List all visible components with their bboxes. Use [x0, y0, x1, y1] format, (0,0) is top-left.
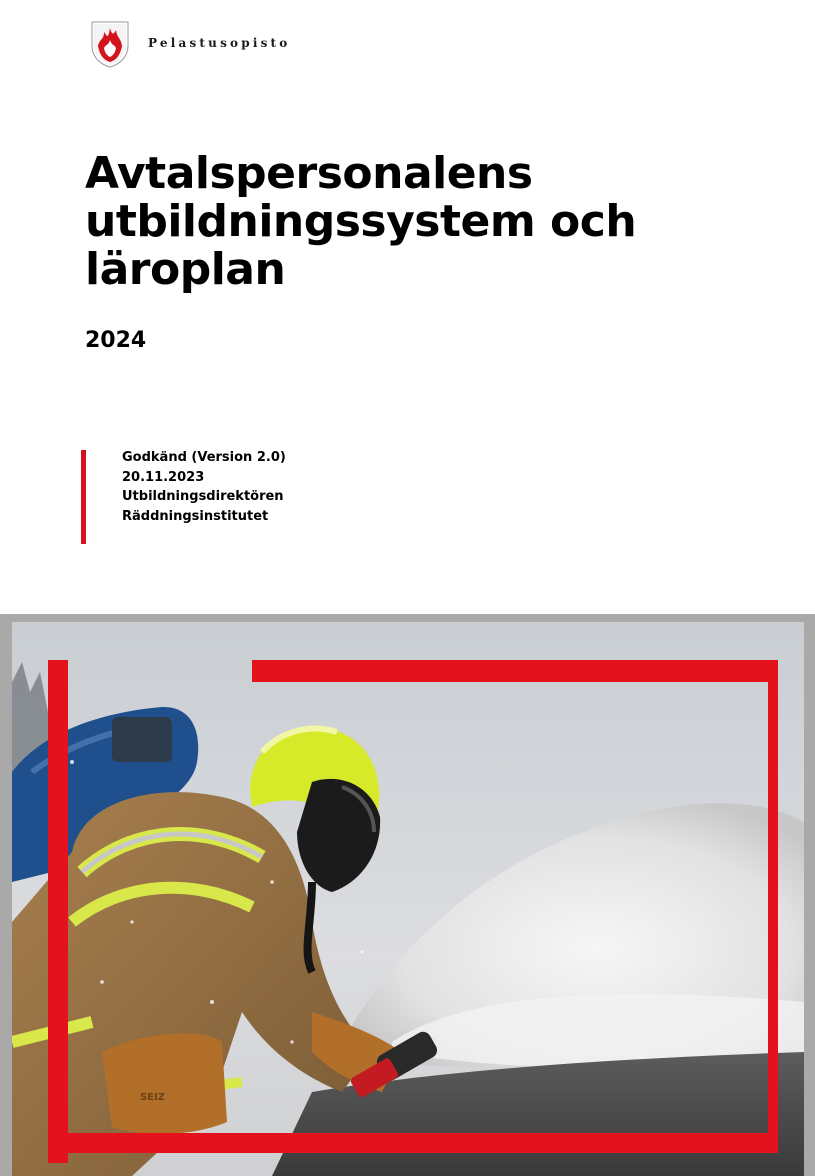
approval-block: [122, 448, 286, 526]
document-year: 2024: [85, 328, 147, 353]
cover-photo: [12, 622, 804, 1176]
approval-status: Godkänd (Version 2.0): [122, 450, 286, 465]
approval-organization: Räddningsinstitutet: [122, 508, 269, 524]
approval-approver: Utbildningsdirektören: [122, 489, 284, 504]
brand-name: Pelastusopisto: [148, 36, 291, 50]
firefighter-illustration: [12, 622, 804, 1176]
glove-brand: SEIZ: [140, 1092, 166, 1103]
brand-logo: [90, 18, 291, 68]
flame-shield-icon: [90, 18, 130, 68]
approval-date: 20.11.2023: [122, 469, 205, 485]
document-title: Avtalspersonalens utbildningssystem och läroplan: [85, 148, 637, 295]
approval-accent-bar: [81, 450, 86, 544]
